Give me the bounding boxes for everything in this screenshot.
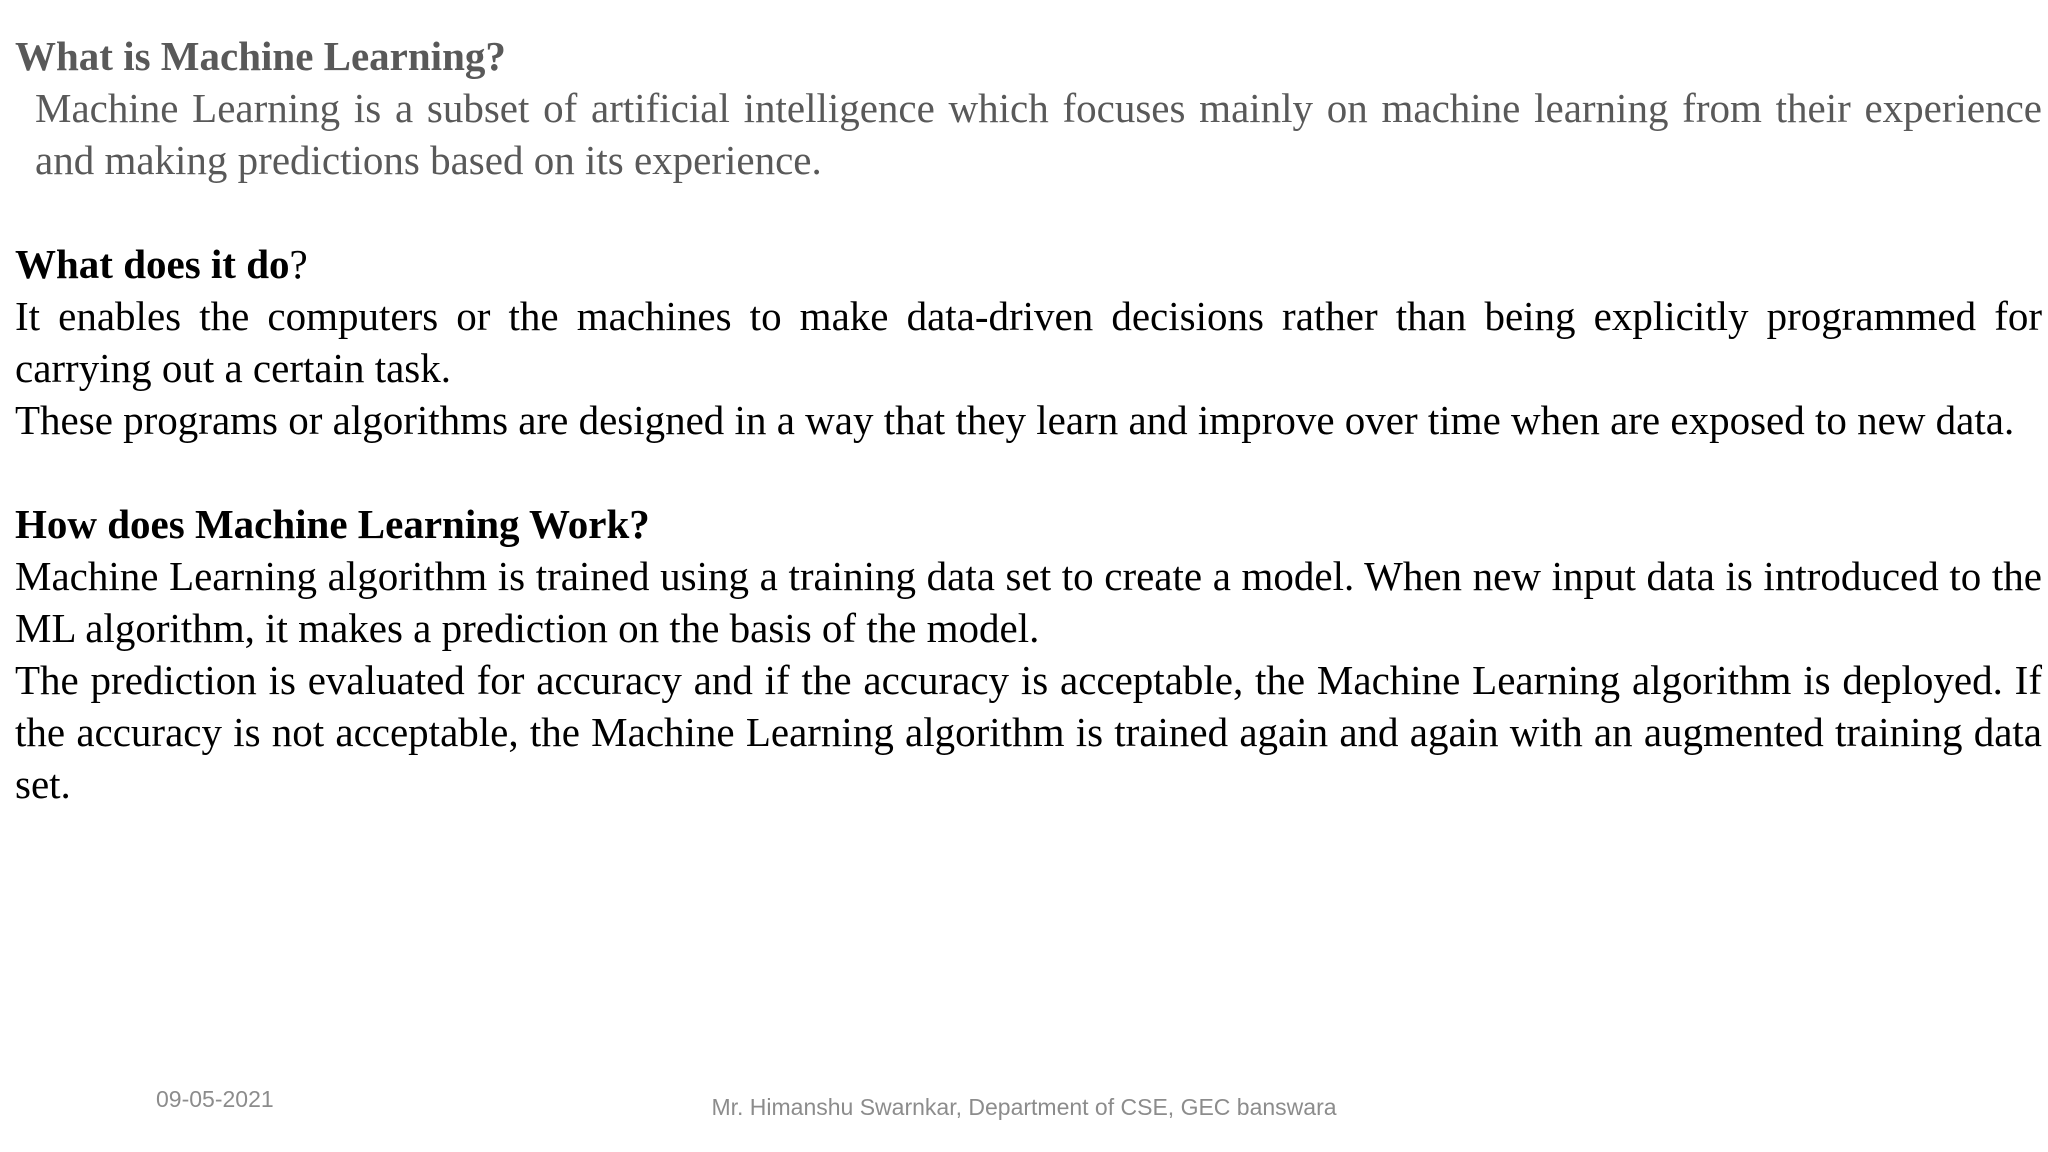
section-heading-what-is-ml: What is Machine Learning? bbox=[15, 33, 506, 79]
heading-bold-text: What does it do bbox=[15, 241, 290, 287]
section-body-what-is-ml: Machine Learning is a subset of artificial intelligence which focuses mainly on machine learning from their experience and making predictions based on its experience. bbox=[35, 85, 2042, 183]
footer-author: Mr. Himanshu Swarnkar, Department of CSE, GEC banswara bbox=[711, 1094, 1337, 1120]
section-heading-what-does-it-do bbox=[15, 238, 2042, 290]
heading-tail-text: ? bbox=[289, 241, 308, 287]
section-paragraph: These programs or algorithms are designed in a way that they learn and improve over time when are exposed to new data. bbox=[15, 397, 2015, 443]
slide-content bbox=[15, 30, 2042, 810]
footer-date: 09-05-2021 bbox=[156, 1086, 274, 1112]
spacer bbox=[15, 446, 2042, 498]
spacer bbox=[15, 186, 2042, 238]
section-paragraph: It enables the computers or the machines to make data-driven decisions rather than being explicitly programmed for carrying out a certain task. bbox=[15, 293, 2042, 391]
section-paragraph: Machine Learning algorithm is trained using a training data set to create a model. When new input data is introduced to the ML algorithm, it makes a prediction on the basis of the model. bbox=[15, 553, 2042, 651]
section-paragraph: The prediction is evaluated for accuracy and if the accuracy is acceptable, the Machine Learning algorithm is deployed. If the accuracy is not acceptable, the Machine Learning algorithm is trained again and again with an augmented training data set. bbox=[15, 657, 2042, 807]
section-heading-how-ml-works: How does Machine Learning Work? bbox=[15, 501, 650, 547]
